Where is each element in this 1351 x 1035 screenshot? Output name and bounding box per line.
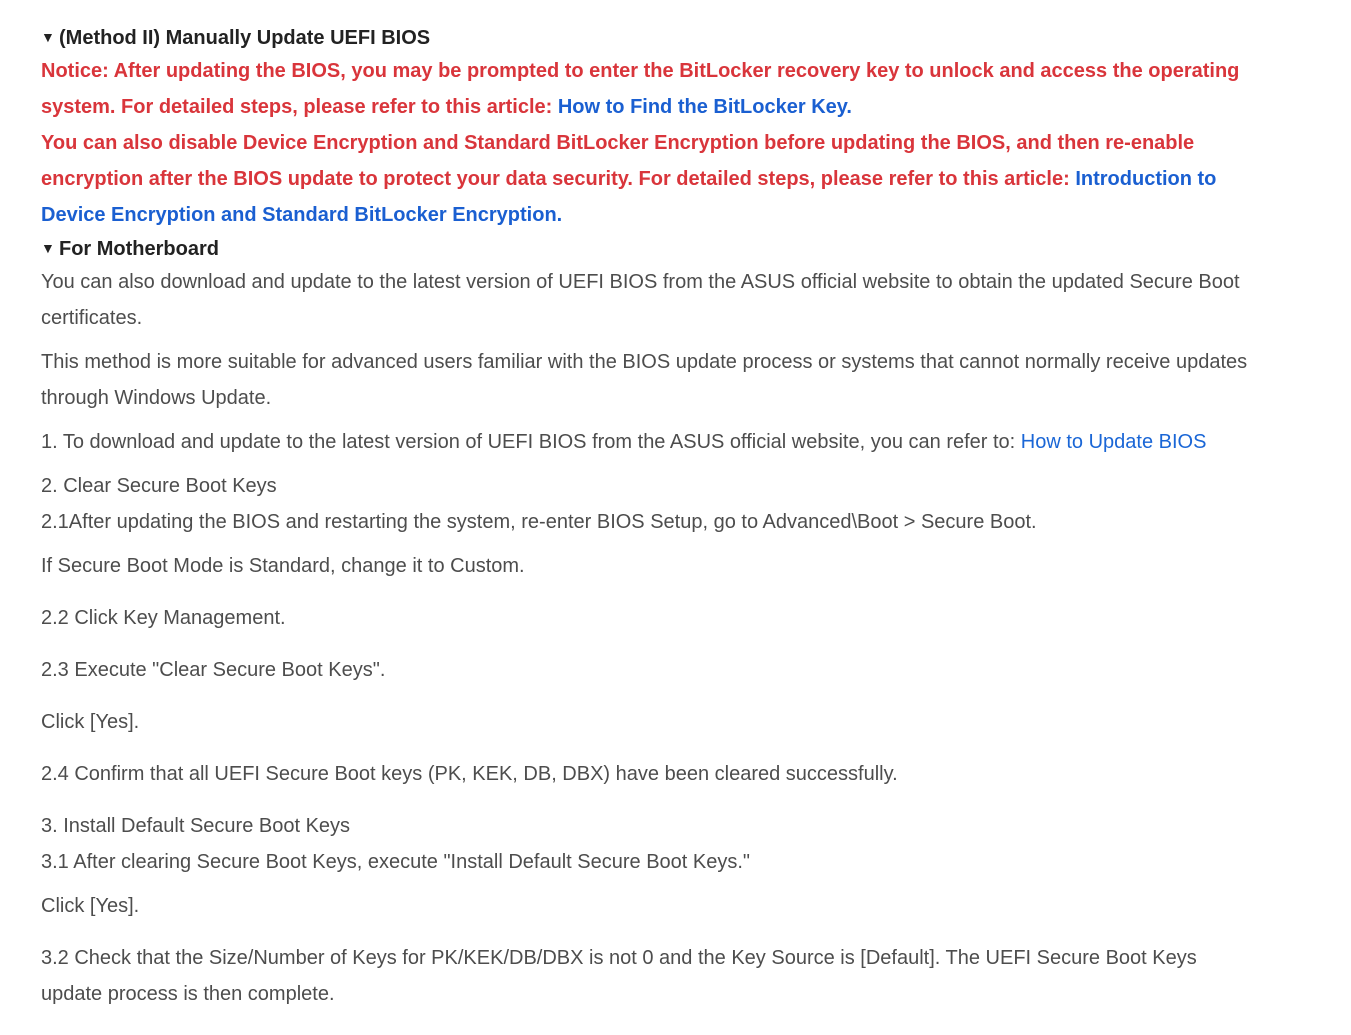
bitlocker-notice <box>41 53 1256 125</box>
step-2-3-confirm: Click [Yes]. <box>41 711 140 733</box>
step-2-1-note: If Secure Boot Mode is Standard, change it to Custom. <box>41 555 525 577</box>
step-3-1: 3.1 After clearing Secure Boot Keys, execute "Install Default Secure Boot Keys." <box>41 851 751 873</box>
device-encryption-link[interactable]: Introduction to Device Encryption and Standard BitLocker Encryption. <box>41 168 1217 226</box>
step-2-3: 2.3 Execute "Clear Secure Boot Keys". <box>41 659 386 681</box>
step-3-1-confirm: Click [Yes]. <box>41 895 140 917</box>
caret-down-icon: ▼ <box>41 240 55 256</box>
step-3-2: 3.2 Check that the Size/Number of Keys for PK/KEK/DB/DBX is not 0 and the Key Source is [Default]. The UEFI Secure Boot Keys update process is then complete. <box>41 947 1197 1005</box>
notice2-text: You can also disable Device Encryption and Standard BitLocker Encryption before updating the BIOS, and then re-enable encryption after the BIOS update to protect your data security. For detailed steps, please refer to this article: <box>41 132 1195 190</box>
method2-heading-text: (Method II) Manually Update UEFI BIOS <box>59 27 431 49</box>
intro-paragraph-1: You can also download and update to the latest version of UEFI BIOS from the ASUS official website to obtain the updated Secure Boot certificates. <box>41 271 1240 329</box>
encryption-notice <box>41 125 1256 233</box>
intro-paragraph-2: This method is more suitable for advanced users familiar with the BIOS update process or systems that cannot normally receive updates through Windows Update. <box>41 351 1248 409</box>
step-2-1: 2.1After updating the BIOS and restarting the system, re-enter BIOS Setup, go to Advanced\Boot > Secure Boot. <box>41 511 1037 533</box>
motherboard-heading[interactable] <box>41 235 1256 264</box>
method2-heading[interactable] <box>41 24 1256 53</box>
bitlocker-key-link[interactable]: How to Find the BitLocker Key. <box>557 96 852 118</box>
update-bios-link[interactable]: How to Update BIOS <box>1020 431 1207 453</box>
step-2-2: 2.2 Click Key Management. <box>41 607 286 629</box>
step-2-4: 2.4 Confirm that all UEFI Secure Boot keys (PK, KEK, DB, DBX) have been cleared successfully. <box>41 763 898 785</box>
article-content <box>41 24 1256 1012</box>
caret-down-icon: ▼ <box>41 29 55 45</box>
step-2-heading: 2. Clear Secure Boot Keys <box>41 475 277 497</box>
step-3-heading: 3. Install Default Secure Boot Keys <box>41 815 351 837</box>
step-1 <box>41 424 1256 460</box>
step-1-text: 1. To download and update to the latest version of UEFI BIOS from the ASUS official website, you can refer to: <box>41 431 1021 453</box>
notice1-text: Notice: After updating the BIOS, you may be prompted to enter the BitLocker recovery key to unlock and access the operating system. For detailed steps, please refer to this article: <box>41 60 1240 118</box>
motherboard-heading-text: For Motherboard <box>59 238 219 260</box>
